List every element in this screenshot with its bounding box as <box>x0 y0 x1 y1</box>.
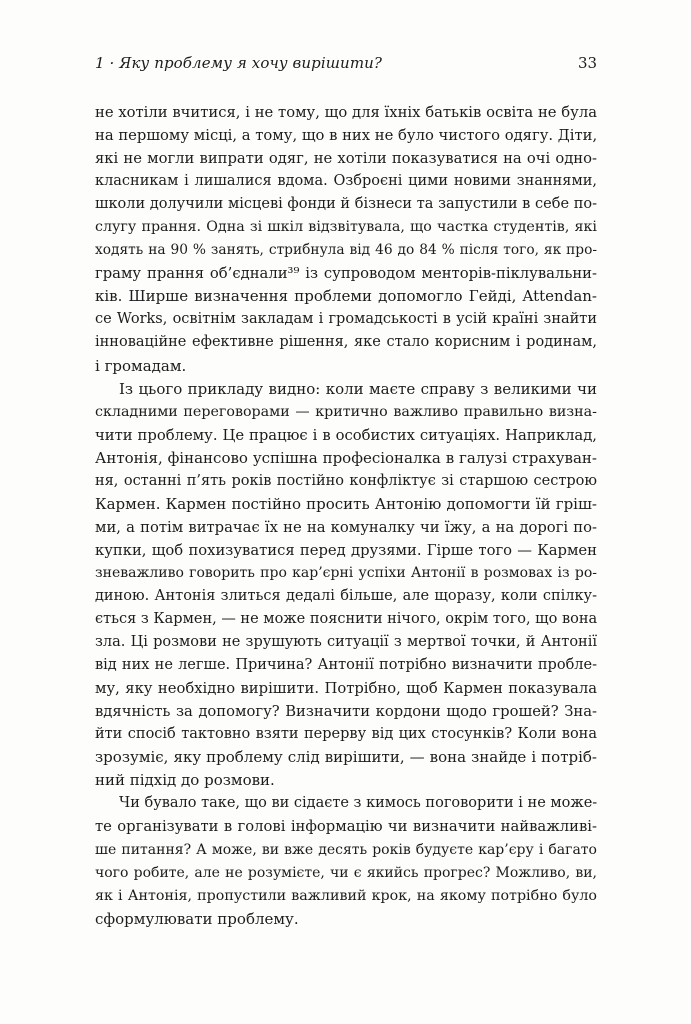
text-line: те організувати в голові інформацію чи визначити найважливі- <box>95 818 597 836</box>
text-line: ми, а потім витрачає їх не на комуналку чи їжу, а на дорогі по- <box>95 518 597 536</box>
text-line: му, яку необхідно вирішити. Потрібно, щоб Кармен показувала <box>95 680 597 698</box>
text-line: слугу прання. Одна зі шкіл відзвітувала, що частка студентів, які <box>95 219 597 236</box>
text-line: на першому місці, а тому, що в них не було чистого одягу. Діти, <box>95 127 598 145</box>
body-text <box>95 101 597 931</box>
text-line: ходять на 90 % занять, стрибнула від 46 до 84 % після того, як про- <box>95 242 597 259</box>
text-line: чого робите, але не розумієте, чи є якийсь прогрес? Можливо, ви, <box>95 864 597 881</box>
text-line: сформулювати проблему. <box>95 909 299 928</box>
text-line: складними переговорами — критично важливо правильно визна- <box>95 403 597 420</box>
text-line: йти спосіб тактовно взяти перерву від цих стосунків? Коли вона <box>95 726 597 743</box>
text-line: які не могли випрати одяг, не хотіли показуватися на очі одно- <box>95 150 597 168</box>
text-line: зневажливо говорить про кар’єрні успіхи Антонії в розмовах із ро- <box>95 564 597 581</box>
text-line: ків. Ширше визначення проблеми допомогло Гейді, Attendan- <box>95 287 597 306</box>
running-head: 1 · Яку проблему я хочу вирішити? <box>95 54 383 72</box>
page-number: 33 <box>578 54 598 72</box>
page-header <box>0 54 691 78</box>
text-line: диною. Антонія злиться дедалі більше, але щоразу, коли спілку- <box>95 587 597 604</box>
text-line: ше питання? А може, ви вже десять років будуєте кар’єру і багато <box>95 841 597 858</box>
text-line: ce Works, освітнім закладам і громадськості в усій країні знайти <box>95 311 597 328</box>
text-line: інноваційне ефективне рішення, яке стало корисним і родинам, <box>95 334 597 351</box>
text-line: Із цього прикладу видно: коли маєте справу з великими чи <box>119 379 597 398</box>
text-line: купки, щоб похизуватися перед друзями. Гірше того — Кармен <box>95 541 597 559</box>
text-line: класникам і лишалися вдома. Озброєні цими новими знаннями, <box>95 173 597 190</box>
text-line: ня, останні п’ять років постійно конфліктує зі старшою сестрою <box>95 472 597 489</box>
text-line: Чи бувало таке, що ви сідаєте з кимось поговорити і не може- <box>119 795 598 812</box>
text-line: вдячність за допомогу? Визначити кордони щодо грошей? Зна- <box>95 703 597 721</box>
text-line: школи долучили місцеві фонди й бізнеси та запустили в себе по- <box>95 196 597 213</box>
text-line: граму прання об’єднали³⁹ із супроводом менторів-піклувальни- <box>95 265 597 283</box>
text-line: і громадам. <box>95 356 187 375</box>
text-line: від них не легше. Причина? Антонії потрібно визначити пробле- <box>95 657 597 674</box>
text-line: зла. Ці розмови не зрушують ситуації з мертвої точки, й Антонії <box>95 634 597 651</box>
text-line: Антонія, фінансово успішна професіоналка в галузі страхуван- <box>95 448 597 467</box>
text-line: чити проблему. Це працює і в особистих ситуаціях. Наприклад, <box>95 426 597 444</box>
text-line: ється з Кармен, — не може пояснити нічого, окрім того, що вона <box>95 611 598 628</box>
text-line: не хотіли вчитися, і не тому, що для їхніх батьків освіта не була <box>95 104 597 121</box>
text-line: Кармен. Кармен постійно просить Антонію допомогти їй гріш- <box>95 494 597 513</box>
text-line: ний підхід до розмови. <box>95 771 275 790</box>
text-line: як і Антонія, пропустили важливий крок, на якому потрібно було <box>95 887 597 904</box>
text-line: зрозуміє, яку проблему слід вирішити, — вона знайде і потріб- <box>95 748 597 767</box>
